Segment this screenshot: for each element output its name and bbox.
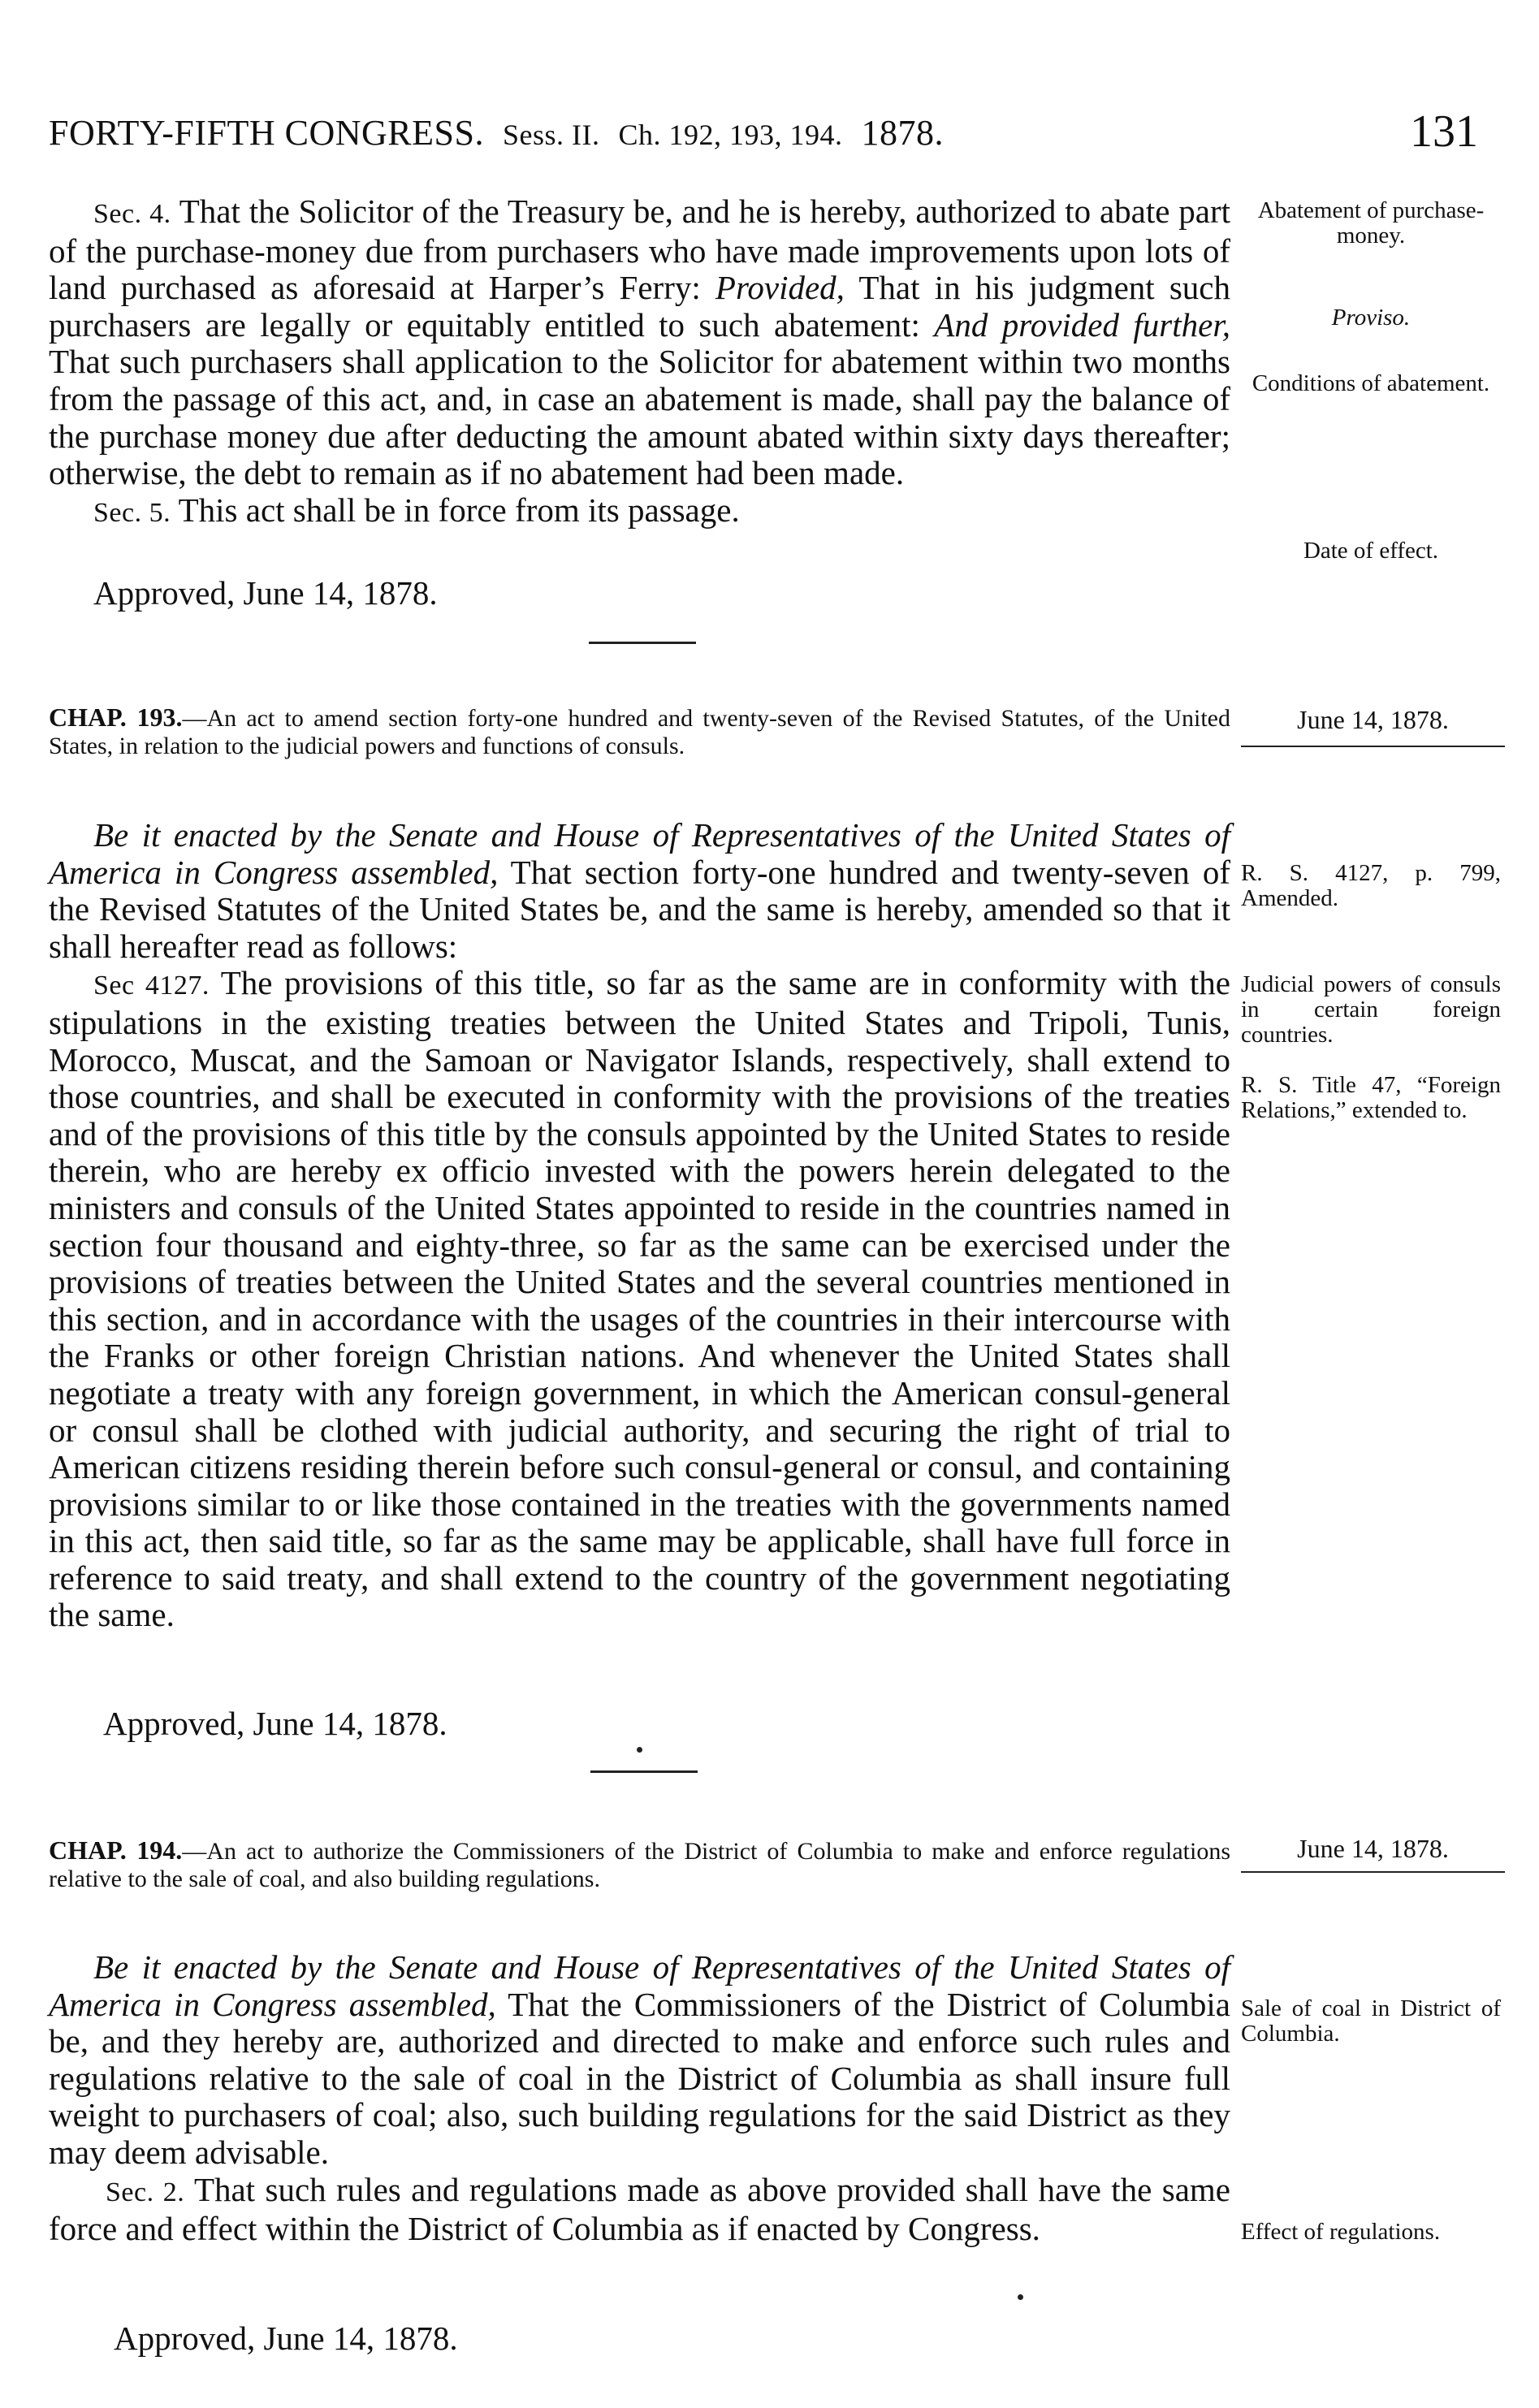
chap193-date: June 14, 1878. (1297, 705, 1449, 734)
approved-chap193: Approved, June 14, 1878. (103, 1705, 447, 1742)
chap193-sec-label: Sec 4127. (93, 971, 210, 1001)
chap193-sec-text: The provisions of this title, so far as the same are in conformity with the stipulations in the existing treaties between the United States and Tripoli, Tunis, Morocco, Muscat, and the Samoan or Navigator Islands, respectively, shall extend to those countries, and shall be executed in conformity with the provisions of the treaties and of the provisions of this title by the consuls appointed by the United States to reside therein, who are hereby ex officio invested with the powers herein delegated to the ministers and consuls of the United States appointed to reside in the countries named in section four thousand and eighty-three, so far as the same can be exercised under the provisions of treaties between the United States and the several countries mentioned in this section, and in accordance with the usages of the countries in their intercourse with the Franks or other foreign Christian nations. And whenever the United States shall negotiate a treaty with any foreign government, in which the American consul-general or consul shall be clothed with judicial authority, and securing the right of trial to American citizens residing therein before such consul-general or consul, and containing provisions similar to or like those contained in the treaties with the governments named in this act, then said title, so far as the same may be applicable, shall have full force in reference to said treaty, and shall extend to the country of the government negotiating the same. (49, 964, 1231, 1634)
sec4-text-a: That the Solicitor of the Treasury be, and he is hereby, authorized to abate part of the purchase-money due from purchasers who have made improvements upon lots of land purchased as aforesaid at Harper’s Ferry: (49, 192, 1230, 307)
header-year: 1878. (861, 113, 944, 153)
margin-date-of-effect: Date of effect. (1303, 538, 1439, 564)
running-header (49, 112, 944, 153)
approved-chap194: Approved, June 14, 1878. (114, 2319, 458, 2357)
separator-rule-1 (589, 642, 696, 644)
chap193-body (49, 817, 1230, 1634)
chap193-enacting: Be it enacted by the Senate and House of Representatives of the United States of America in Congress assembled, (49, 816, 1230, 891)
page-number: 131 (1410, 106, 1478, 157)
margin-rs-title-47: R. S. Title 47, “Foreign Relations,” extended to. (1241, 1072, 1501, 1123)
margin-sale-of-coal: Sale of coal in District of Columbia. (1241, 1995, 1501, 2047)
chap194-sec2-text: That such rules and regulations made as above provided shall have the same force and effect within the District of Columbia as if enacted by Congress. (49, 2170, 1231, 2248)
sec4-label: Sec. 4. (93, 199, 171, 229)
chap194-enacting-clause (49, 1949, 1230, 2172)
sec4-provided: Provided, (715, 269, 845, 307)
chap194-body (49, 1949, 1230, 2248)
chap194-heading (49, 1836, 1230, 1893)
chap194-sec2-paragraph (49, 2172, 1230, 2248)
sec4-block (49, 193, 1230, 531)
sec5-paragraph (49, 492, 1230, 532)
chap193-heading (49, 703, 1230, 760)
chap193-enacting-clause (49, 817, 1230, 965)
ink-speck (637, 1747, 642, 1753)
approved-chap192: Approved, June 14, 1878. (93, 574, 438, 612)
sec5-text: This act shall be in force from its passage. (171, 491, 740, 529)
sec4-text-c: That such purchasers shall application to the Solicitor for abatement within two months from the passage of this act, and, in case an abatement is made, shall pay the balance of the purchase money due after deducting the amount abated within sixty days thereafter; otherwise, the debt to remain as if no abatement had been made. (49, 343, 1230, 492)
header-congress: FORTY-FIFTH CONGRESS. (49, 113, 484, 153)
header-chapters: Ch. 192, 193, 194. (618, 119, 843, 151)
chap193-enacting-rest: That section forty-one hundred and twenty-seven of the Revised Statutes of the United States be, and the same is hereby, amended so that it shall hereafter read as follows: (49, 853, 1231, 965)
sec4-provided-further: And provided further, (934, 305, 1230, 344)
sec4-paragraph (49, 193, 1230, 492)
chap194-date: June 14, 1878. (1297, 1834, 1449, 1863)
margin-rs-4127: R. S. 4127, p. 799, Amended. (1241, 860, 1501, 911)
margin-proviso-text: Proviso. (1331, 305, 1411, 331)
separator-rule-2 (590, 1770, 698, 1773)
margin-conditions: Conditions of abatement. (1252, 370, 1490, 396)
chap194-number: CHAP. 194. (49, 1835, 183, 1865)
sec5-label: Sec. 5. (93, 497, 171, 528)
chap194-date-rule (1241, 1871, 1505, 1873)
chap193-date-rule (1241, 746, 1505, 747)
chap193-section-4127 (49, 965, 1230, 1634)
chap194-title: —An act to authorize the Commissioners of the District of Columbia to make and enforce regulations relative to the sale of coal, and also building regulations. (49, 1838, 1230, 1892)
chap193-title: —An act to amend section forty-one hundred and twenty-seven of the Revised Statutes, of the United States, in relation to the judicial powers and functions of consuls. (49, 705, 1230, 759)
margin-proviso (1241, 305, 1501, 331)
sec4-text-b: That in his judgment such purchasers are legally or equitably entitled to such abatement: (49, 269, 1230, 344)
ink-speck-2 (1018, 2294, 1023, 2300)
chap193-number: CHAP. 193. (49, 703, 183, 732)
margin-judicial-powers: Judicial powers of consuls in certain foreign countries. (1241, 971, 1501, 1048)
margin-abatement: Abatement of purchase-money. (1257, 197, 1485, 249)
chap194-sec2-label: Sec. 2. (106, 2177, 185, 2207)
chap194-enacting: Be it enacted by the Senate and House of Representatives of the United States of America in Congress assembled, (49, 1948, 1230, 2023)
chap194-enacting-rest: That the Commissioners of the District of Columbia be, and they hereby are, authorized and directed to make and enforce such rules and regulations relative to the sale of coal in the District of Columbia as shall insure full weight to purchasers of coal; also, such building regulations for the said District as they may deem advisable. (49, 1985, 1230, 2171)
margin-effect-of-regulations: Effect of regulations. (1241, 2219, 1441, 2245)
header-session: Sess. II. (502, 119, 600, 151)
